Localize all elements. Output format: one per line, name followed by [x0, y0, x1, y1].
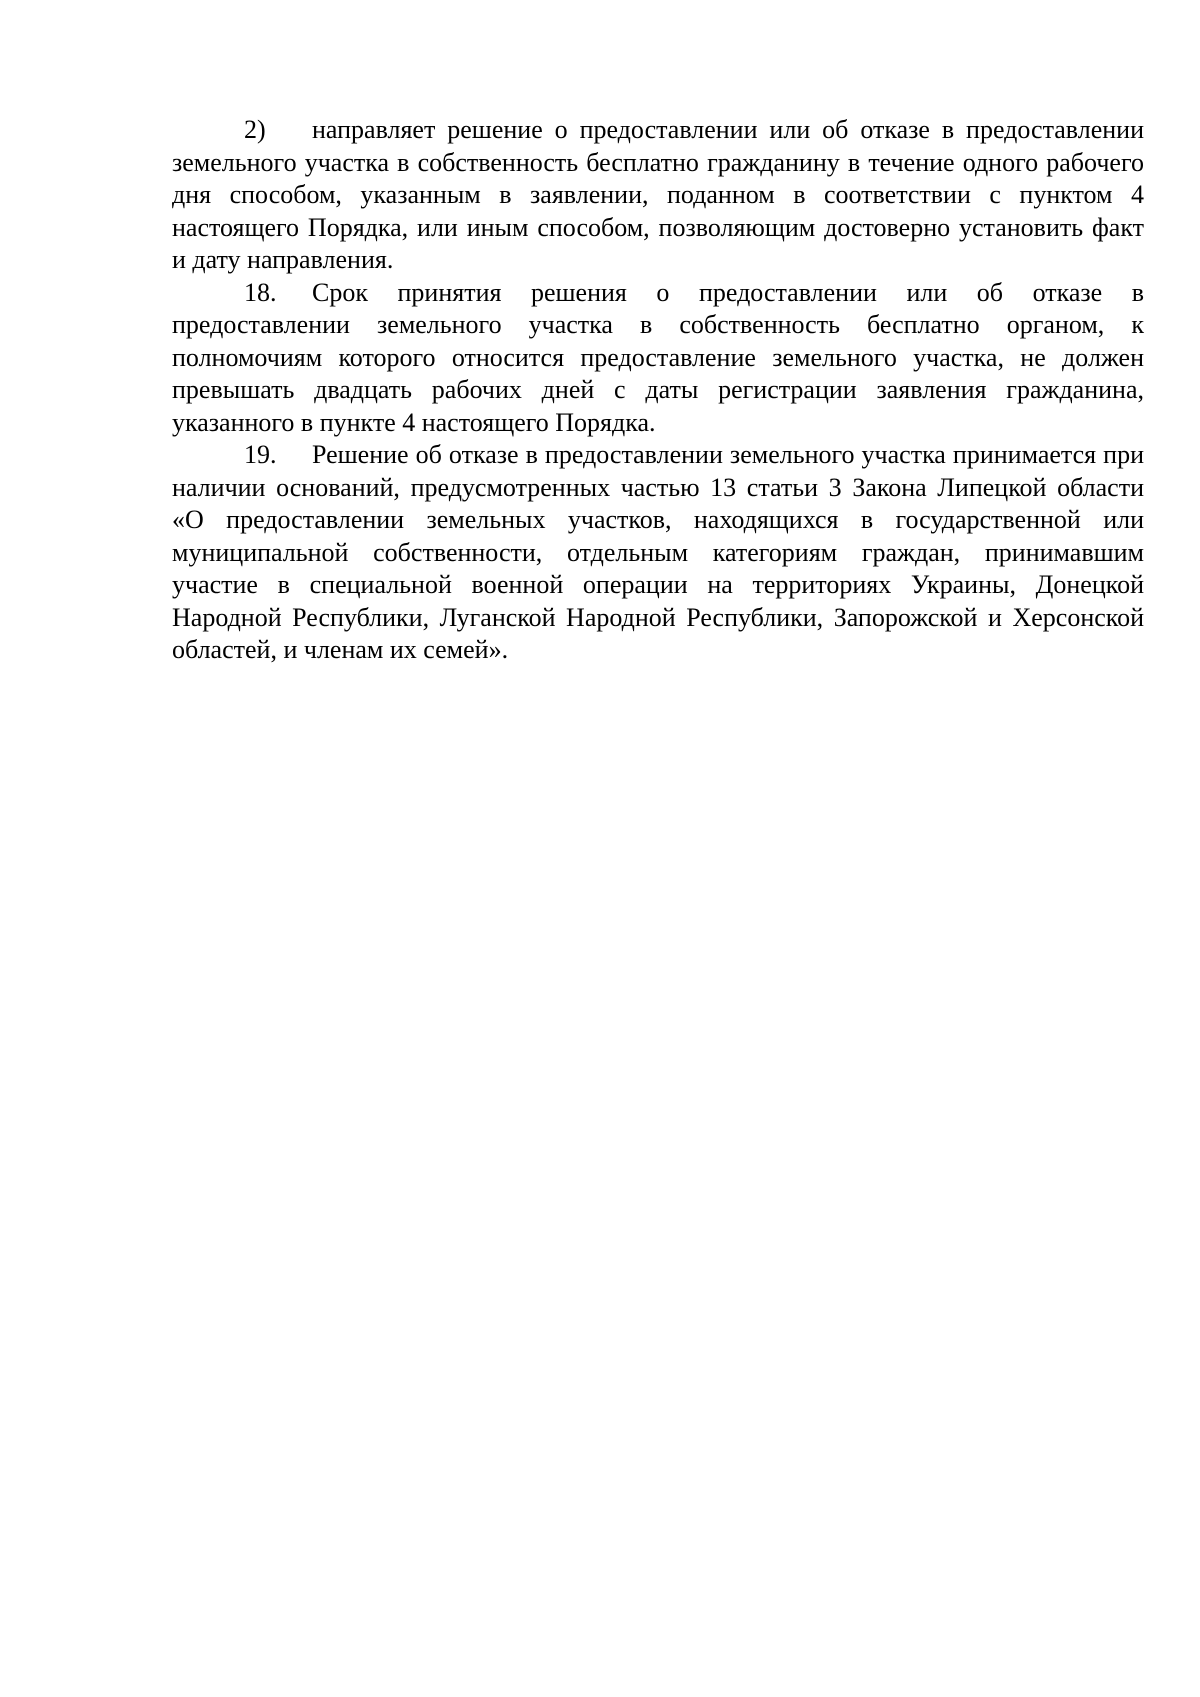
- paragraph-number: 18.: [244, 277, 277, 307]
- paragraph-18: [172, 277, 1144, 440]
- paragraph-text: Решение об отказе в предоставлении земельного участка принимается при наличии оснований, предусмотренных частью 13 статьи 3 Закона Липецкой области «О предоставлении земельных участков, находящихся в государственной или муниципальной собственности, отдельным категориям граждан, принимавшим участие в специальной военной операции на территориях Украины, Донецкой Народной Республики, Луганской Народной Республики, Запорожской и Херсонской областей, и членам их семей».: [172, 440, 1144, 664]
- paragraph-19: [172, 439, 1144, 667]
- paragraph-number: 19.: [244, 440, 277, 469]
- paragraph-item-2: [172, 114, 1144, 277]
- paragraph-number: 2): [244, 115, 266, 144]
- paragraph-text: Срок принятия решения о предоставлении или об отказе в предоставлении земельного участка в собственность бесплатно органом, к полномочиям которого относится предоставление земельного участка, не должен превышать двадцать рабочих дней с даты регистрации заявления гражданина, указанного в пункте 4 настоящего Порядка.: [172, 277, 1144, 437]
- document-body: [172, 114, 1144, 667]
- paragraph-text: направляет решение о предоставлении или об отказе в предоставлении земельного участка в собственность бесплатно гражданину в течение одного рабочего дня способом, указанным в заявлении, поданном в соответствии с пунктом 4 настоящего Порядка, или иным способом, позволяющим достоверно установить факт и дату направления.: [172, 115, 1144, 274]
